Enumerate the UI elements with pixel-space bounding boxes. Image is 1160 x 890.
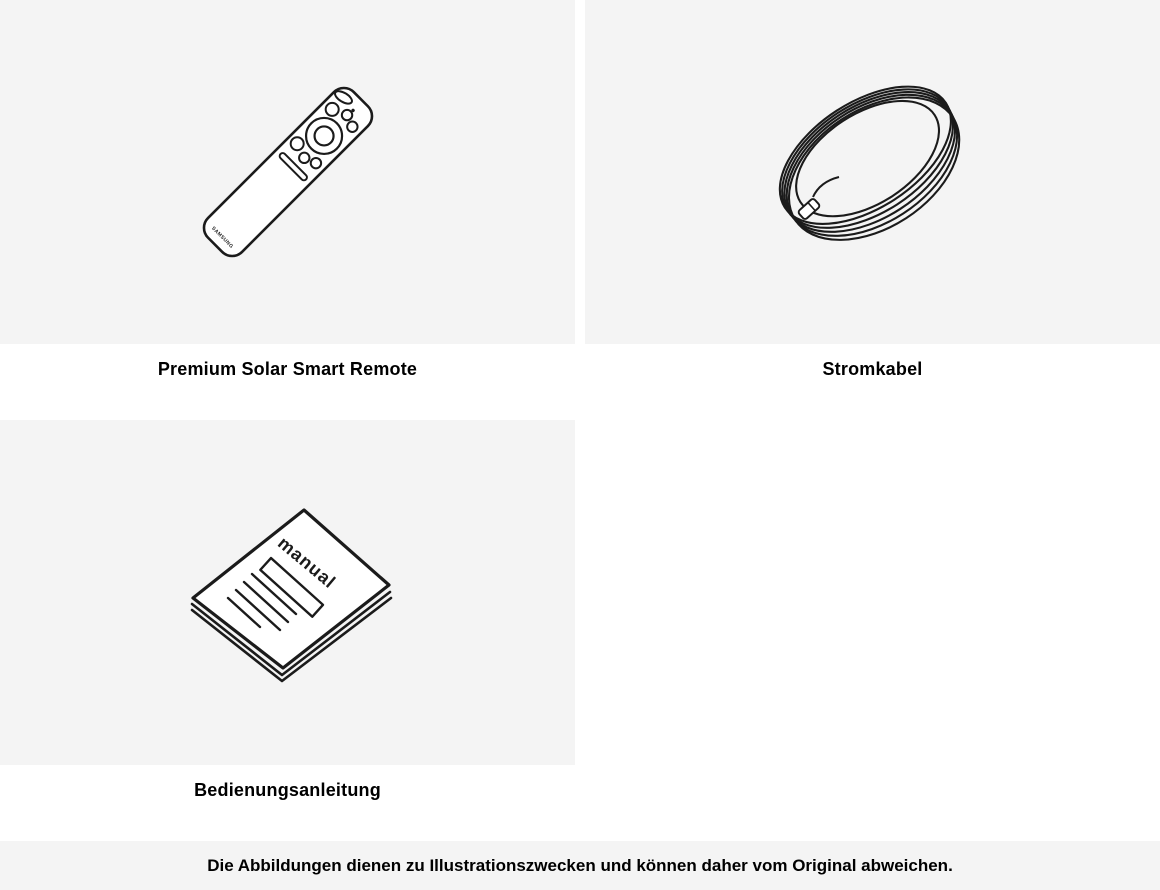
remote-brand-text: SAMSUNG: [209, 225, 234, 250]
disclaimer-bar: [0, 841, 1160, 890]
manual-cover-text: manual: [273, 532, 340, 592]
remote-control-icon: [178, 62, 398, 282]
accessory-label-manual: Bedienungsanleitung: [194, 780, 381, 800]
accessory-label-power-cable: Stromkabel: [822, 359, 923, 379]
accessory-item-remote: [0, 0, 575, 420]
accessory-panel-power-cable: [585, 0, 1160, 344]
empty-grid-cell: [585, 420, 1160, 841]
accessory-panel-remote: [0, 0, 575, 344]
disclaimer-text: Die Abbildungen dienen zu Illustrationszwecken und können daher vom Original abweichen.: [207, 855, 953, 875]
accessory-item-manual: [0, 420, 575, 841]
accessory-item-power-cable: [585, 0, 1160, 420]
power-cable-icon: [763, 67, 983, 277]
accessory-panel-manual: [0, 420, 575, 765]
accessory-label-remote: Premium Solar Smart Remote: [157, 359, 418, 379]
user-manual-icon: [178, 483, 398, 703]
